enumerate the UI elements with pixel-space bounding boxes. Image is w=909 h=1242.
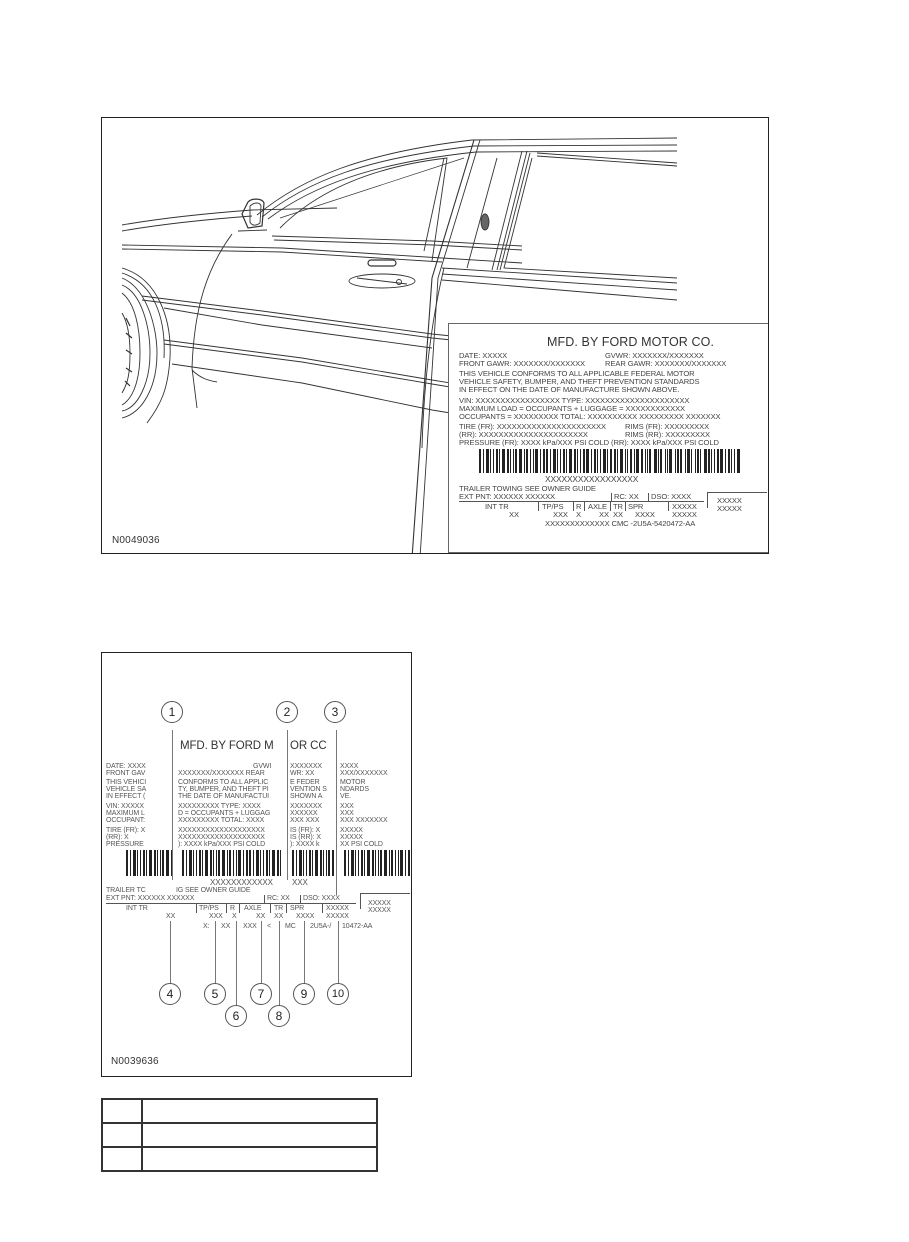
label2-spr-value: XXXX xyxy=(296,913,315,920)
callout-8: 8 xyxy=(268,1005,290,1027)
label-title: MFD. BY FORD MOTOR CO. xyxy=(547,335,715,349)
label2-box-right-1: XXXXX xyxy=(368,900,391,907)
strip3-line: XXXXXXX xyxy=(290,763,322,770)
strip3-line: E FEDER xyxy=(290,779,320,786)
label2-int-tr-value: XX xyxy=(166,913,176,920)
label2-int-tr: INT TR xyxy=(126,905,148,912)
strip3-barcode-text: XXX xyxy=(292,878,308,887)
label-tr-value: XX xyxy=(613,510,623,519)
strip1-line: DATE: XXXX xyxy=(106,763,146,770)
label-gvwr: GVWR: XXXXXXX/XXXXXXX xyxy=(605,351,704,360)
strip3-line: IS (RR): X xyxy=(290,834,321,841)
label-spr-value: XXXX xyxy=(635,510,655,519)
strip3-title: OR CC xyxy=(290,740,327,752)
label-barcode xyxy=(479,449,741,473)
label2-axle-value: XX xyxy=(256,913,266,920)
figure-id: N0039636 xyxy=(111,1056,159,1067)
label-barcode-text: XXXXXXXXXXXXXXXXX xyxy=(545,474,639,484)
table-row xyxy=(102,1147,377,1171)
label2-tp-ps-value: XXX xyxy=(209,913,223,920)
label-tire-rr: (RR): XXXXXXXXXXXXXXXXXXXXXX xyxy=(459,430,588,439)
strip1-line: VIN: XXXXX xyxy=(106,803,144,810)
strip2-line: XXXXXXXXX TOTAL: XXXX xyxy=(178,817,265,824)
figure-label-callouts xyxy=(101,652,412,1077)
label-rims-fr: RIMS (FR): XXXXXXXXX xyxy=(625,422,710,431)
label-r-value: X xyxy=(576,510,581,519)
label-dso: DSO: XXXX xyxy=(651,492,692,501)
label2-rc: RC: XX xyxy=(267,895,290,902)
strip2-title: MFD. BY FORD M xyxy=(180,740,274,752)
label2-footer-part: < xyxy=(267,923,271,930)
strip1-line: TIRE (FR): X xyxy=(106,827,146,834)
label-rims-rr: RIMS (RR): XXXXXXXXX xyxy=(625,430,710,439)
callout-10: 10 xyxy=(327,983,349,1005)
label-vin: VIN: XXXXXXXXXXXXXXXXX TYPE: XXXXXXXXXXXXXXXXXXXXX xyxy=(459,396,690,405)
strip3-line: IS (FR): X xyxy=(290,827,321,834)
label-spr: SPR xyxy=(628,502,644,511)
label2-tr: TR xyxy=(274,905,284,912)
label-box-right-1: XXXXX xyxy=(717,496,742,505)
label-axle: AXLE xyxy=(588,502,608,511)
strip4-line: XXX XXXXXXX xyxy=(340,817,388,824)
strip4-line: XXX xyxy=(340,803,354,810)
callout-5: 5 xyxy=(204,983,226,1005)
label-footer-part-number: XXXXXXXXXXXXX CMC -2U5A-5420472-AA xyxy=(545,519,696,528)
strip1-line: OCCUPANT: xyxy=(106,817,146,824)
label2-footer-part: 10472-AA xyxy=(342,923,373,930)
table-cell-description xyxy=(142,1099,377,1123)
table-cell-number xyxy=(102,1099,142,1123)
label-pressure: PRESSURE (FR): XXXX kPa/XXX PSI COLD (RR): XXXX kPa/XXX PSI COLD xyxy=(459,438,719,447)
label-r: R xyxy=(576,502,582,511)
strip2-line: D = OCCUPANTS + LUGGAG xyxy=(178,810,271,817)
label2-tr-value: XX xyxy=(274,913,284,920)
label2-spr: SPR xyxy=(290,905,305,912)
strip2-line: CONFORMS TO ALL APPLIC xyxy=(178,779,269,786)
strip4-line: XXX/XXXXXXX xyxy=(340,770,388,777)
strip3-line: VENTION S xyxy=(290,786,327,793)
strip1-line: MAXIMUM L xyxy=(106,810,145,817)
callout-1: 1 xyxy=(161,701,183,723)
strip2-line: XXXXXXXXXXXXXXXXXXX xyxy=(178,834,265,841)
strip3-line: XXXXXXX xyxy=(290,803,322,810)
label-date: DATE: XXXXX xyxy=(459,351,508,360)
label-int-tr: INT TR xyxy=(485,502,509,511)
label2-trailer-b: IG SEE OWNER GUIDE xyxy=(176,887,251,894)
table-cell-number xyxy=(102,1123,142,1147)
barcode-segment xyxy=(292,850,334,876)
callout-6: 6 xyxy=(225,1005,247,1027)
label-int-tr-value: XX xyxy=(509,510,519,519)
label-tp-ps: TP/PS xyxy=(542,502,564,511)
label-trailer-towing: TRAILER TOWING SEE OWNER GUIDE xyxy=(459,484,596,493)
label-tr: TR xyxy=(613,502,623,511)
label-rc: RC: XX xyxy=(614,492,639,501)
label-box-right-2: XXXXX xyxy=(717,504,742,513)
strip2-line: ): XXXX kPa/XXX PSI COLD xyxy=(178,841,266,848)
strip2-line: XXXXXXX/XXXXXXX REAR xyxy=(178,770,265,777)
label-axle-value: XX xyxy=(599,510,609,519)
table-cell-number xyxy=(102,1147,142,1171)
label2-r: R xyxy=(230,905,235,912)
label2-footer-part: XXX xyxy=(243,923,257,930)
strip4-line: XXXX xyxy=(340,763,359,770)
barcode-segment xyxy=(182,850,283,876)
strip3-line: XXXXXX xyxy=(290,810,318,817)
table-row xyxy=(102,1123,377,1147)
strip4-line: VE. xyxy=(340,793,351,800)
strip4-line: MOTOR xyxy=(340,779,366,786)
figure-vehicle-label-location xyxy=(101,117,769,554)
strip2-line: TY, BUMPER, AND THEFT PI xyxy=(178,786,269,793)
label2-dso: DSO: XXXX xyxy=(303,895,340,902)
callout-4: 4 xyxy=(159,983,181,1005)
strip4-line: XX PSI COLD xyxy=(340,841,383,848)
callout-7: 7 xyxy=(250,983,272,1005)
strip1-line: THIS VEHICI xyxy=(106,779,147,786)
label-front-gawr: FRONT GAWR: XXXXXXX/XXXXXXX xyxy=(459,359,586,368)
strip1-line: (RR): X xyxy=(106,834,129,841)
label-occupants: OCCUPANTS = XXXXXXXXX TOTAL: XXXXXXXXXX XXXXXXXXX XXXXXXX xyxy=(459,412,721,421)
strip1-line: FRONT GAV xyxy=(106,770,146,777)
label-xxxxx-value: XXXXX xyxy=(672,510,697,519)
label2-ext-paint: EXT PNT: XXXXXX XXXXXX xyxy=(106,895,195,902)
callout-3: 3 xyxy=(324,701,346,723)
label-conform-line-2: VEHICLE SAFETY, BUMPER, AND THEFT PREVENTION STANDARDS xyxy=(459,377,700,386)
strip1-line: VEHICLE SA xyxy=(106,786,147,793)
label-tire-fr: TIRE (FR): XXXXXXXXXXXXXXXXXXXXXX xyxy=(459,422,606,431)
label2-tp-ps: TP/PS xyxy=(199,905,219,912)
label2-xxxxx-value: XXXXX xyxy=(326,913,349,920)
label-tp-ps-value: XXX xyxy=(553,510,568,519)
barcode-segment xyxy=(126,850,172,876)
label-rear-gawr: REAR GAWR: XXXXXXX/XXXXXXX xyxy=(605,359,727,368)
label2-footer-part: X: xyxy=(203,923,210,930)
label2-r-value: X xyxy=(232,913,237,920)
label-conform-line-1: THIS VEHICLE CONFORMS TO ALL APPLICABLE FEDERAL MOTOR xyxy=(459,369,695,378)
strip2-line: XXXXXXXXXXXXXXXXXXX xyxy=(178,827,265,834)
label2-footer-part: 2U5A-/ xyxy=(310,923,332,930)
callout-2: 2 xyxy=(276,701,298,723)
callout-9: 9 xyxy=(293,983,315,1005)
label-strip-4 xyxy=(340,753,410,923)
table-row xyxy=(102,1099,377,1123)
label-ext-paint: EXT PNT: XXXXXX XXXXXX xyxy=(459,492,555,501)
strip4-line: XXXXX xyxy=(340,827,363,834)
strip2-line: THE DATE OF MANUFACTUI xyxy=(178,793,270,800)
strip4-line: XXXXX xyxy=(340,834,363,841)
figure-id: N0049036 xyxy=(112,535,160,546)
strip4-line: NDARDS xyxy=(340,786,369,793)
strip1-line: PRESSURE xyxy=(106,841,144,848)
label2-xxxxx: XXXXX xyxy=(326,905,349,912)
strip2-barcode-text: XXXXXXXXXXXX xyxy=(210,878,273,887)
strip3-line: ): XXXX k xyxy=(290,841,320,848)
label2-box-right-2: XXXXX xyxy=(368,907,391,914)
strip4-line: XXX xyxy=(340,810,354,817)
strip2-line: XXXXXXXXX TYPE: XXXX xyxy=(178,803,261,810)
table-cell-description xyxy=(142,1123,377,1147)
strip3-line: SHOWN A xyxy=(290,793,323,800)
strip3-line: WR: XX xyxy=(290,770,315,777)
callout-legend-table xyxy=(101,1098,378,1172)
strip2-gvwr: GVWI xyxy=(253,763,272,770)
label-max-load: MAXIMUM LOAD = OCCUPANTS + LUGGAGE = XXXXXXXXXXXX xyxy=(459,404,686,413)
strip1-line: IN EFFECT ( xyxy=(106,793,146,800)
label-xxxxx: XXXXX xyxy=(672,502,697,511)
label2-footer-part: XX xyxy=(221,923,231,930)
label2-axle: AXLE xyxy=(244,905,262,912)
label2-footer-part: MC xyxy=(285,923,296,930)
strip3-line: XXX XXX xyxy=(290,817,320,824)
table-cell-description xyxy=(142,1147,377,1171)
barcode-segment xyxy=(344,850,410,876)
label2-trailer-a: TRAILER TC xyxy=(106,887,146,894)
label-conform-line-3: IN EFFECT ON THE DATE OF MANUFACTURE SHOWN ABOVE. xyxy=(459,385,680,394)
vehicle-certification-label xyxy=(448,323,769,553)
